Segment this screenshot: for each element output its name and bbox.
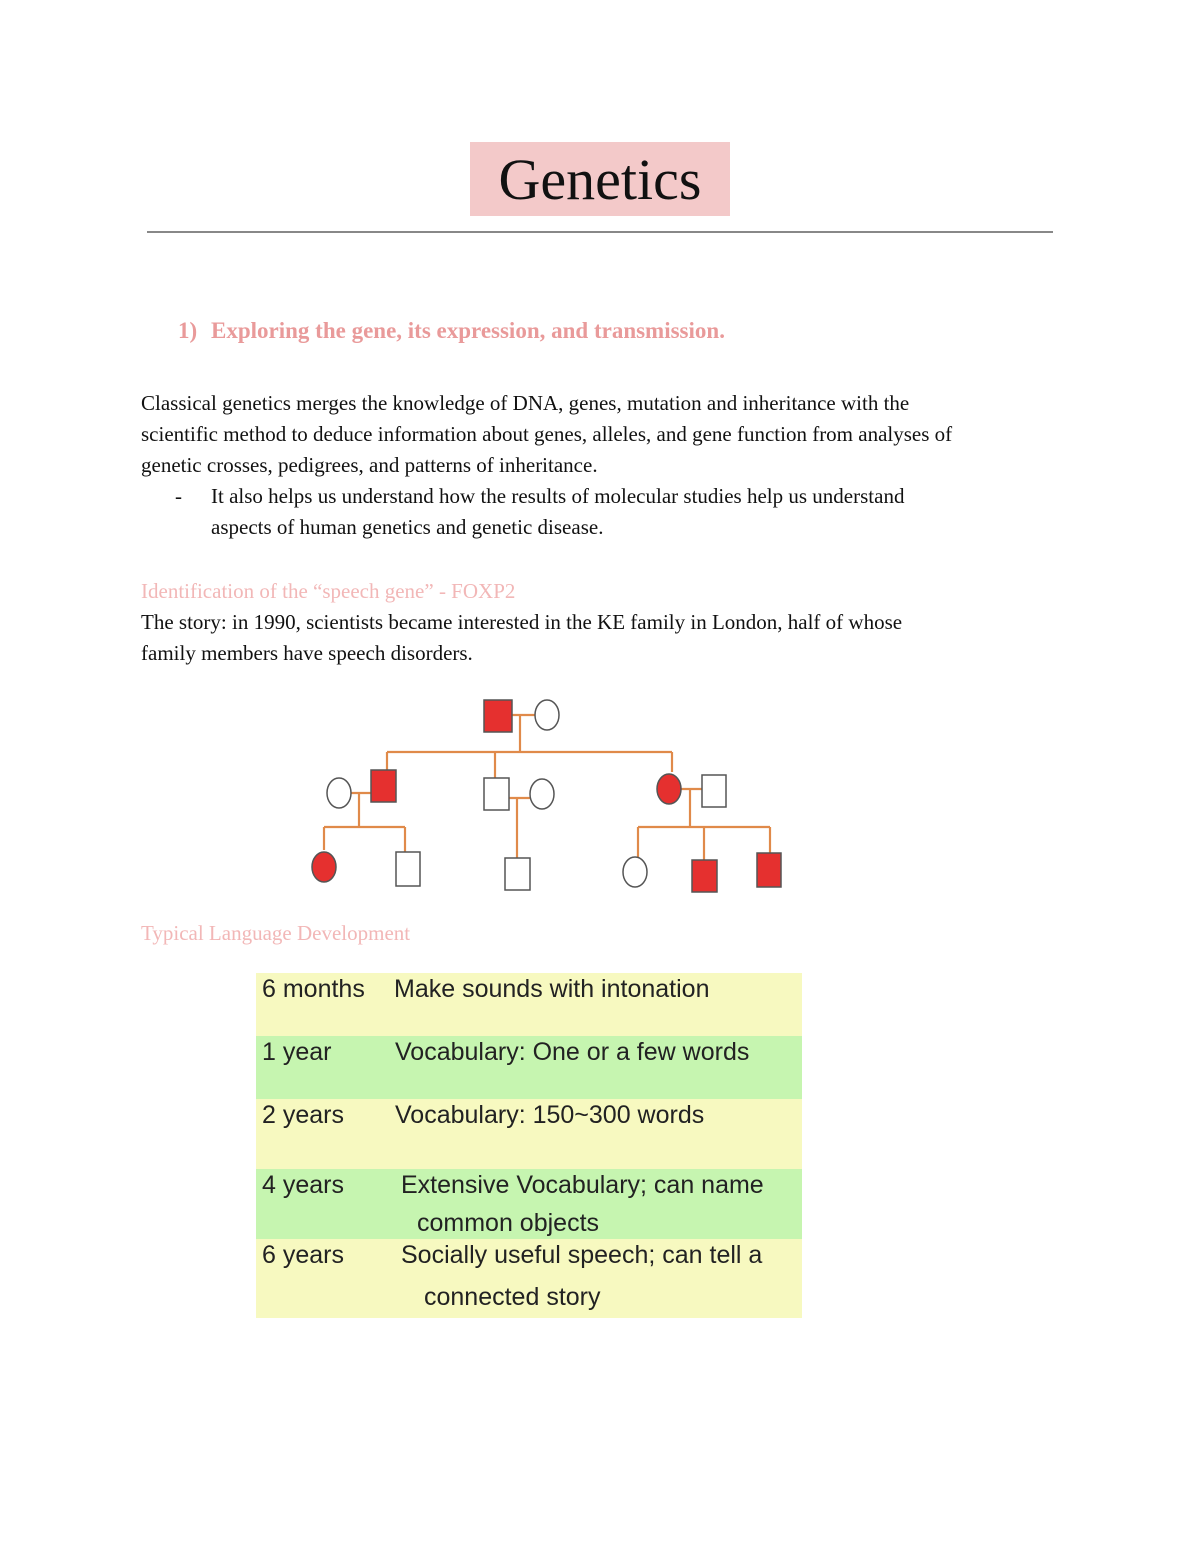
bullet-item [141,481,1061,543]
pedigree-chart [300,690,800,900]
section-number: 1) [178,318,198,343]
table-row [256,973,802,1036]
pedigree-affected-male [371,770,396,802]
bullet-dash: - [175,484,182,508]
speech-gene-paragraph [141,607,1061,669]
pedigree-unaffected-male [702,775,726,807]
pedigree-affected-male [484,700,512,732]
row-desc-continued: common objects [417,1209,600,1237]
row-age: 2 years [262,1101,344,1129]
table-row [256,1239,802,1318]
pedigree-affected-male [692,860,717,892]
intro-line: scientific method to deduce information about genes, alleles, and gene function from analyses of [141,422,953,446]
language-dev-heading: Typical Language Development [141,921,411,945]
row-desc: Make sounds with intonation [394,975,710,1003]
pedigree-unaffected-male [484,778,509,810]
pedigree-unaffected-female [623,857,647,887]
story-line: family members have speech disorders. [141,641,473,665]
row-desc: Vocabulary: 150~300 words [395,1101,705,1129]
pedigree-affected-female [312,852,336,882]
page-title: Genetics [470,142,730,216]
pedigree-unaffected-male [396,852,420,886]
row-age: 6 years [262,1241,344,1269]
section-heading-text: Exploring the gene, its expression, and transmission. [211,318,725,343]
title-divider [147,231,1053,233]
table-row [256,1036,802,1099]
row-desc: Extensive Vocabulary; can name [401,1171,764,1199]
intro-line: genetic crosses, pedigrees, and patterns of inheritance. [141,453,598,477]
table-row [256,1099,802,1169]
section-heading [178,318,725,344]
table-row [256,1169,802,1239]
pedigree-unaffected-female [530,779,554,809]
row-age: 1 year [262,1038,332,1066]
pedigree-unaffected-female [535,700,559,730]
language-dev-table [256,973,802,1318]
pedigree-affected-female [657,774,681,804]
bullet-line: It also helps us understand how the results of molecular studies help us understand [211,484,905,508]
pedigree-unaffected-female [327,778,351,808]
intro-line: Classical genetics merges the knowledge of DNA, genes, mutation and inheritance with the [141,391,910,415]
speech-gene-heading: Identification of the “speech gene” - FOXP2 [141,579,516,603]
pedigree-members [312,700,781,892]
story-line: The story: in 1990, scientists became interested in the KE family in London, half of whose [141,610,903,634]
pedigree-affected-male [757,853,781,887]
bullet-line: aspects of human genetics and genetic disease. [211,515,604,539]
row-age: 6 months [262,975,365,1003]
intro-paragraph [141,388,1061,481]
row-desc: Socially useful speech; can tell a [401,1241,763,1269]
row-desc: Vocabulary: One or a few words [395,1038,750,1066]
pedigree-unaffected-male [505,858,530,890]
row-desc-continued: connected story [424,1283,601,1311]
row-age: 4 years [262,1171,344,1199]
